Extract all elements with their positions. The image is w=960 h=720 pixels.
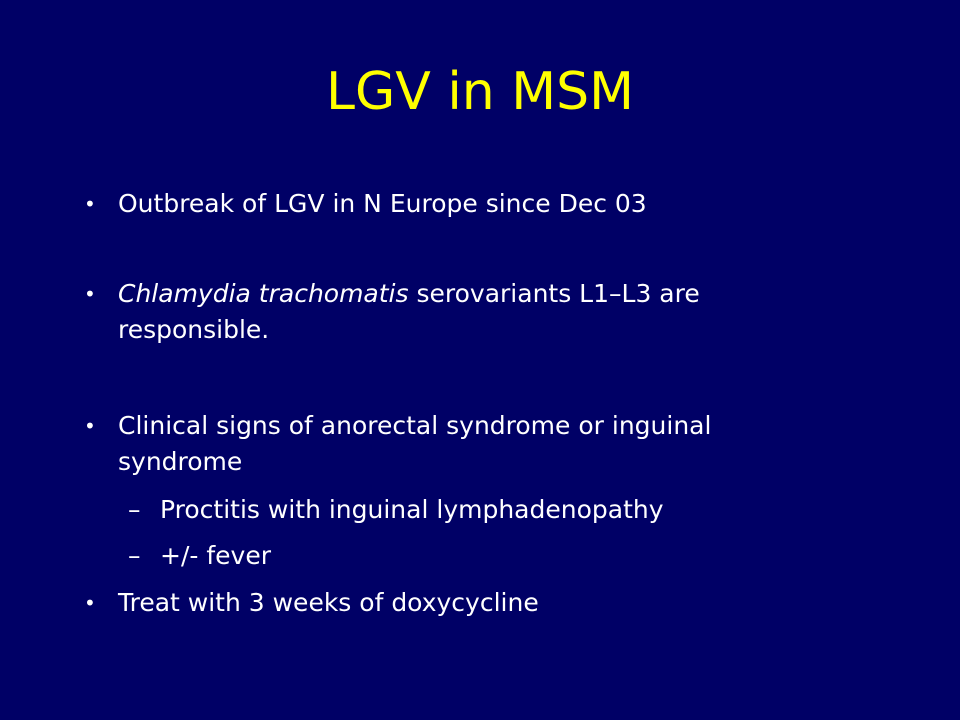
bullet-marker: • [84, 282, 96, 306]
bullet-text-line2: syndrome [118, 447, 243, 476]
bullet-marker: • [84, 192, 96, 216]
bullet-text-rest: serovariants L1–L3 are [408, 279, 700, 308]
bullet-marker: • [84, 591, 96, 615]
subbullet-marker: – [128, 495, 141, 524]
bullet-text: Treat with 3 weeks of doxycycline [118, 588, 539, 617]
bullet-text-line2: responsible. [118, 315, 270, 344]
bullet-text: Outbreak of LGV in N Europe since Dec 03 [118, 189, 647, 218]
bullet-text [118, 276, 700, 312]
subbullet-text: +/- fever [160, 541, 271, 570]
subbullet-marker: – [128, 541, 141, 570]
bullet-text: Clinical signs of anorectal syndrome or inguinal [118, 411, 712, 440]
bullet-marker: • [84, 414, 96, 438]
slide-title: LGV in MSM [325, 62, 635, 122]
subbullet-text: Proctitis with inguinal lymphadenopathy [160, 495, 664, 524]
bullet-text-italic: Chlamydia trachomatis [118, 279, 409, 308]
